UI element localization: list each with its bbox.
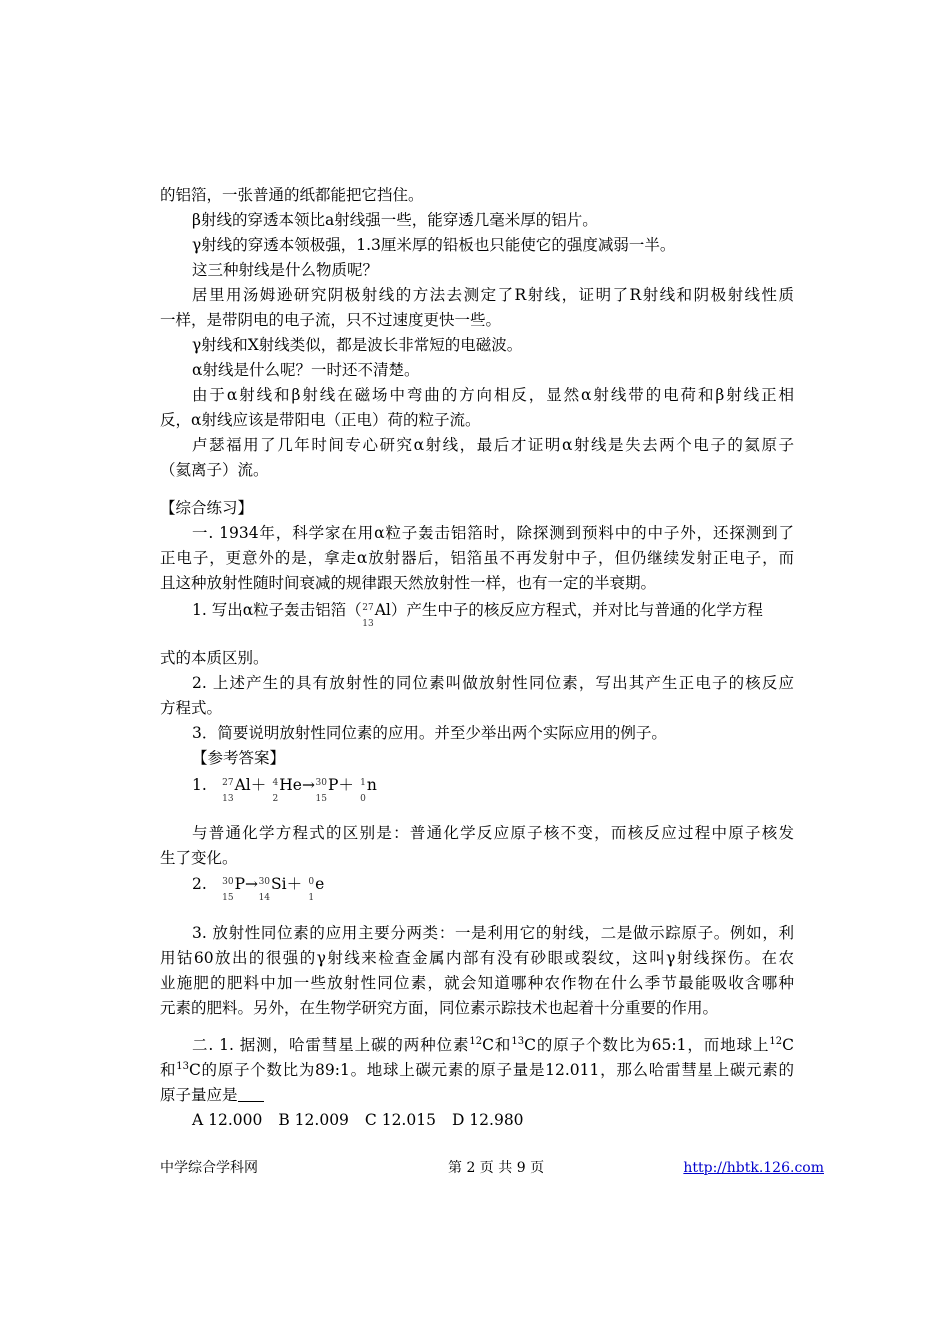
text-line: α射线是什么呢？一时还不清楚。 bbox=[192, 361, 420, 379]
text-fragment: 二. 1. 据测，哈雷彗星上碳的两种位素 bbox=[192, 1036, 470, 1054]
mass-number: 27 bbox=[362, 603, 374, 613]
element-symbol: Al bbox=[234, 776, 251, 794]
text-line: 用钴60放出的很强的γ射线来检查金属内部有没有砂眼或裂纹，这叫γ射线探伤。在农 bbox=[160, 949, 794, 967]
superscript: 13 bbox=[511, 1036, 525, 1047]
text-line: 式的本质区别。 bbox=[160, 649, 269, 667]
equation-1 bbox=[160, 772, 794, 804]
mass-number: 30 bbox=[222, 877, 234, 887]
arrow: → bbox=[301, 776, 315, 794]
isotope-notation bbox=[302, 871, 315, 903]
text-line: 由于α射线和β射线在磁场中弯曲的方向相反，显然α射线带的电荷和β射线正相 bbox=[192, 386, 794, 404]
atomic-number: 1 bbox=[308, 893, 315, 903]
mass-number: 30 bbox=[258, 877, 271, 887]
superscript: 13 bbox=[176, 1061, 189, 1072]
atomic-number: 13 bbox=[362, 619, 374, 629]
footer-url-link[interactable]: http://hbtk.126.com bbox=[683, 1160, 824, 1176]
section-heading: 【综合练习】 bbox=[160, 499, 254, 517]
isotope-notation bbox=[258, 871, 271, 903]
element-symbol: e bbox=[315, 875, 325, 893]
atomic-number: 2 bbox=[272, 794, 279, 804]
atomic-number: 13 bbox=[222, 794, 234, 804]
text-line: 居里用汤姆逊研究阴极射线的方法去测定了R射线，证明了R射线和阴极射线性质 bbox=[192, 286, 794, 304]
option-c: C 12.015 bbox=[364, 1111, 436, 1129]
text-line: β射线的穿透本领比a射线强一些，能穿透几毫米厚的铝片。 bbox=[192, 211, 598, 229]
atomic-number: 15 bbox=[222, 893, 234, 903]
text-line: 生了变化。 bbox=[160, 849, 238, 867]
text-line: 2. 上述产生的具有放射性的同位素叫做放射性同位素，写出其产生正电子的核反应 bbox=[192, 674, 794, 692]
element-symbol: Si bbox=[271, 875, 287, 893]
text-line bbox=[160, 1057, 794, 1083]
equation-2 bbox=[160, 871, 794, 903]
isotope-notation bbox=[266, 772, 279, 804]
text-fragment: C的原子个数比为65:1，而地球上 bbox=[524, 1036, 770, 1054]
element-symbol: P bbox=[327, 776, 339, 794]
text-line: 这三种射线是什么物质呢？ bbox=[192, 261, 379, 279]
atomic-number: 15 bbox=[315, 794, 327, 804]
text-fragment: 1. 写出α粒子轰击铝箔（ bbox=[192, 601, 362, 619]
mass-number: 27 bbox=[222, 778, 234, 788]
text-line: γ射线的穿透本领极强，1.3厘米厚的铅板也只能使它的强度减弱一半。 bbox=[192, 236, 676, 254]
equation-number: 1. bbox=[192, 776, 207, 794]
mass-number: 0 bbox=[308, 877, 315, 887]
text-line: 卢瑟福用了几年时间专心研究α射线，最后才证明α射线是失去两个电子的氦原子 bbox=[192, 436, 794, 454]
arrow: → bbox=[245, 875, 259, 893]
text-line: 3. 放射性同位素的应用主要分两类：一是利用它的射线，二是做示踪原子。例如，利 bbox=[192, 924, 794, 942]
text-line: 业施肥的肥料中加一些放射性同位素，就会知道哪种农作物在什么季节最能吸收含哪种 bbox=[160, 974, 794, 992]
element-symbol: He bbox=[279, 776, 302, 794]
text-line: 与普通化学方程式的区别是：普通化学反应原子核不变，而核反应过程中原子核发 bbox=[192, 824, 794, 842]
text-line: 元素的肥料。另外，在生物学研究方面，同位素示踪技术也起着十分重要的作用。 bbox=[160, 999, 719, 1017]
text-line: 的铝箔，一张普通的纸都能把它挡住。 bbox=[160, 186, 424, 204]
superscript: 12 bbox=[469, 1036, 483, 1047]
page-footer bbox=[160, 1157, 824, 1179]
text-line bbox=[160, 1032, 794, 1058]
plus-sign: ＋ bbox=[250, 776, 267, 794]
atomic-number: 0 bbox=[360, 794, 366, 804]
footer-page-number: 第 2 页 共 9 页 bbox=[448, 1160, 545, 1176]
mass-number: 30 bbox=[315, 778, 327, 788]
text-fragment: 和 bbox=[160, 1061, 177, 1079]
text-fragment: Al）产生中子的核反应方程式，并对比与普通的化学方程 bbox=[374, 601, 763, 619]
atomic-number: 14 bbox=[258, 893, 271, 903]
element-symbol: P bbox=[234, 875, 246, 893]
mass-number: 4 bbox=[272, 778, 279, 788]
isotope-notation bbox=[222, 772, 235, 804]
option-a: A 12.000 bbox=[192, 1111, 263, 1129]
superscript: 12 bbox=[769, 1036, 783, 1047]
text-line: 正电子，更意外的是，拿走α放射器后，铝箔虽不再发射中子，但仍继续发射正电子，而 bbox=[160, 549, 794, 567]
text-fragment: 原子量应是 bbox=[160, 1086, 238, 1104]
answer-blank bbox=[238, 1085, 264, 1102]
text-line: 且这种放射性随时间衰减的规律跟天然放射性一样，也有一定的半衰期。 bbox=[160, 574, 657, 592]
text-fragment: C的原子个数比为89:1。地球上碳元素的原子量是12.011，那么哈雷彗星上碳元素的 bbox=[188, 1061, 794, 1079]
text-line: 一样，是带阴电的电子流，只不过速度更快一些。 bbox=[160, 311, 502, 329]
text-line: 反，α射线应该是带阳电（正电）荷的粒子流。 bbox=[160, 411, 481, 429]
text-line bbox=[160, 1082, 794, 1108]
plus-sign: ＋ bbox=[286, 875, 303, 893]
isotope-notation bbox=[354, 772, 367, 804]
option-b: B 12.009 bbox=[278, 1111, 349, 1129]
answer-options bbox=[160, 1107, 794, 1133]
equation-number: 2. bbox=[192, 875, 207, 893]
option-d: D 12.980 bbox=[451, 1111, 524, 1129]
text-line: 3．简要说明放射性同位素的应用。并至少举出两个实际应用的例子。 bbox=[192, 724, 667, 742]
plus-sign: ＋ bbox=[338, 776, 354, 794]
element-symbol: n bbox=[366, 776, 377, 794]
text-line: （氦离子）流。 bbox=[160, 461, 269, 479]
text-line: γ射线和X射线类似，都是波长非常短的电磁波。 bbox=[192, 336, 523, 354]
isotope-notation bbox=[362, 597, 375, 629]
text-line: 一. 1934年，科学家在用α粒子轰击铝箔时，除探测到预料中的中子外，还探测到了 bbox=[192, 524, 794, 542]
text-line bbox=[160, 597, 794, 629]
footer-site-name: 中学综合学科网 bbox=[160, 1160, 258, 1176]
isotope-notation bbox=[315, 772, 328, 804]
section-heading: 【参考答案】 bbox=[192, 749, 286, 767]
text-line: 方程式。 bbox=[160, 699, 223, 717]
text-fragment: C bbox=[782, 1036, 794, 1054]
mass-number: 1 bbox=[360, 778, 366, 788]
isotope-notation bbox=[222, 871, 235, 903]
text-fragment: C和 bbox=[482, 1036, 512, 1054]
